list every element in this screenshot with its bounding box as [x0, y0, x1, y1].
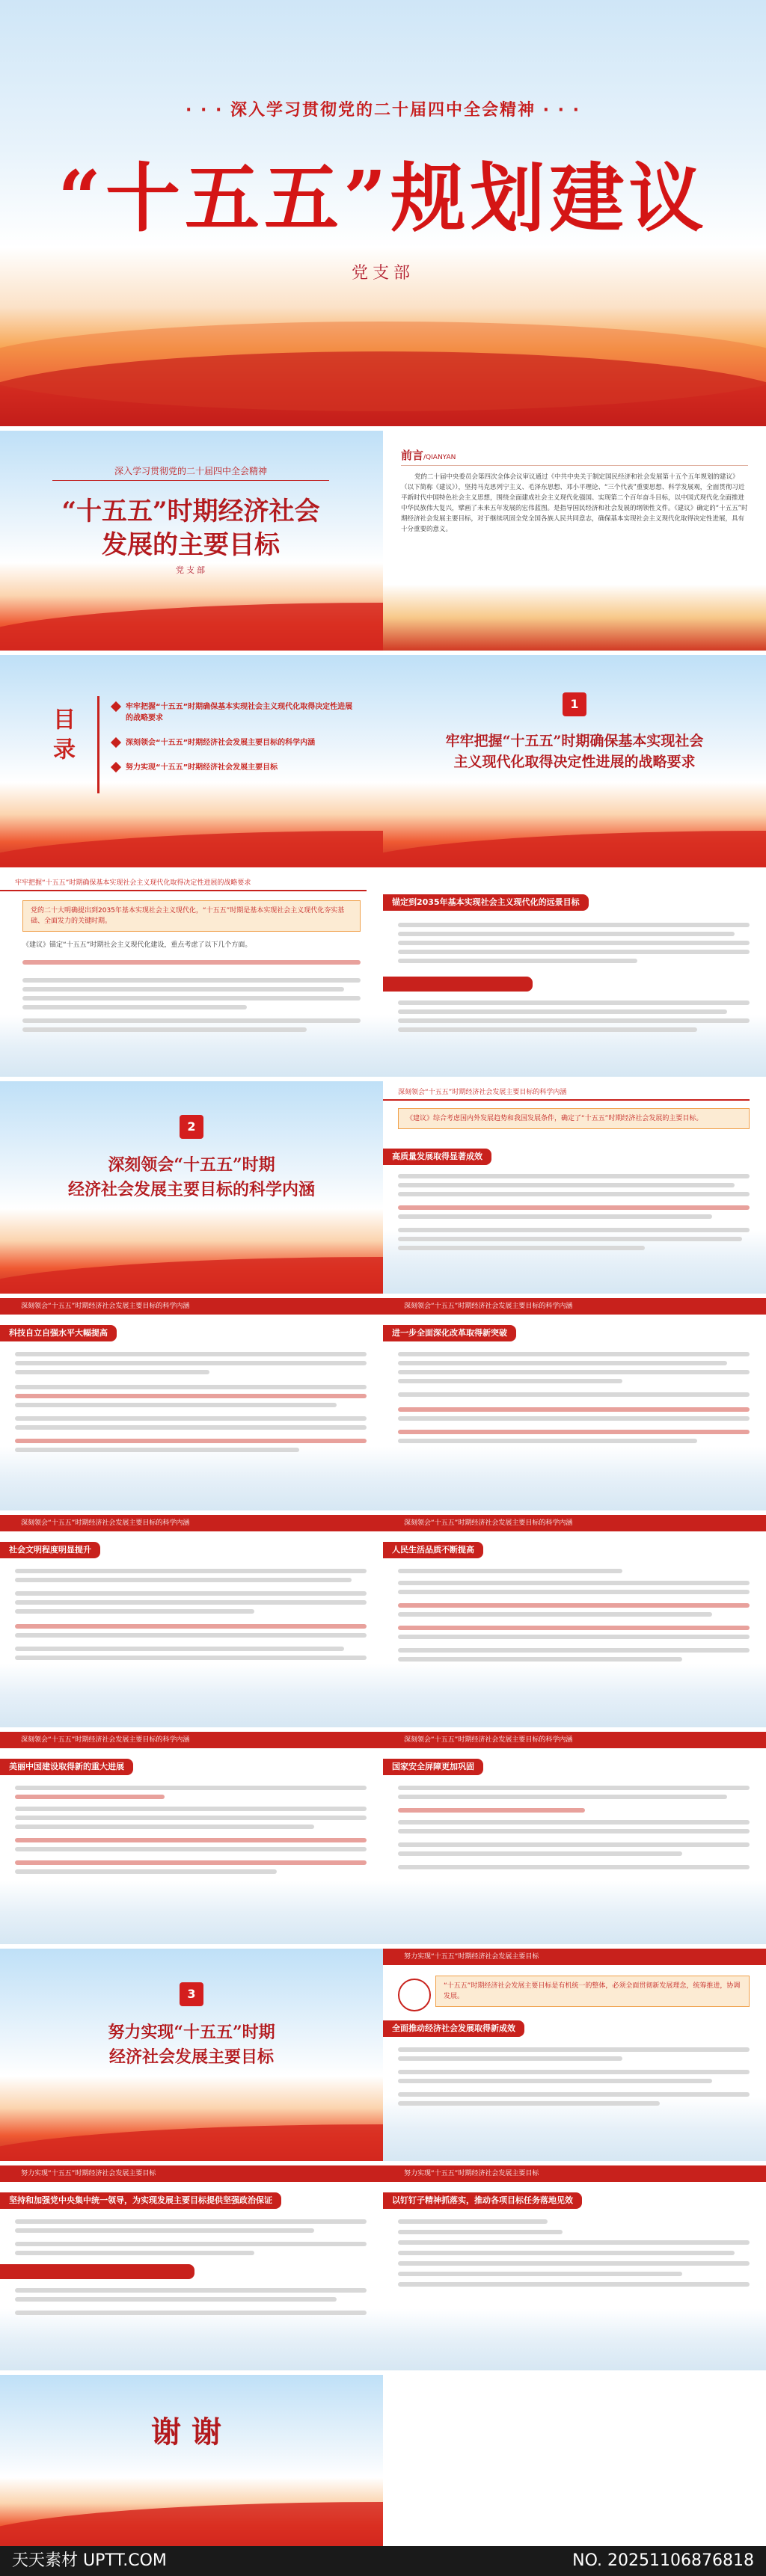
highlight-box: 《建议》综合考虑国内外发展趋势和我国发展条件，确定了“十五五”时期经济社会发展的主要目标。 [398, 1108, 750, 1129]
part1-title-1: 牢牢把握“十五五”时期确保基本实现社会 [445, 733, 704, 749]
section-tag: 坚持和加强党中央集中统一领导，为实现发展主要目标提供坚强政治保证 [0, 2192, 281, 2209]
section-tag: 科技自立自强水平大幅提高 [0, 1325, 117, 1341]
text-line [398, 1370, 750, 1374]
text-line [398, 2101, 660, 2106]
toc-rule [97, 696, 99, 793]
text-line [398, 1842, 750, 1847]
cover-subtitle: · · · 深入学习贯彻党的二十届四中全会精神 · · · [185, 101, 581, 120]
watermark-right: NO. 20251106876818 [572, 2551, 754, 2570]
part3-title-1: 努力实现“十五五”时期 [108, 2023, 275, 2042]
text-line [22, 1005, 247, 1009]
slide-preface [383, 426, 766, 651]
text-line [15, 1385, 367, 1389]
slide-part2 [0, 1077, 383, 1294]
text-line [398, 1246, 645, 1250]
part3-wave [0, 2124, 383, 2161]
diamond-icon [111, 762, 121, 772]
text-line [398, 1228, 750, 1232]
text-line [15, 1569, 367, 1573]
preface-heading-en: /QIANYAN [423, 454, 456, 461]
slide-header: 深刻领会“十五五”时期经济社会发展主要目标的科学内涵 [0, 1298, 383, 1315]
text-line [398, 1205, 750, 1210]
text-line [398, 2056, 622, 2061]
toc-item-title: 牢牢把握“十五五”时期确保基本实现社会主义现代化取得决定性进展的战略要求 [126, 703, 353, 722]
text-line [398, 1657, 682, 1662]
text-line [398, 1820, 750, 1825]
text-line [398, 1174, 750, 1178]
thanks-wave [0, 2502, 383, 2546]
text-line [15, 1609, 254, 1614]
text-line [15, 1838, 367, 1842]
section-tag-bar [383, 977, 533, 992]
slide-content [0, 867, 383, 1077]
slide-part1 [383, 651, 766, 867]
text-line [15, 2228, 314, 2233]
part2-title-2: 经济社会发展主要目标的科学内涵 [67, 1180, 315, 1199]
text-line [398, 1865, 750, 1869]
text-line [22, 996, 361, 1000]
highlight-box: “十五五”时期经济社会发展主要目标是有机统一的整体，必须全面贯彻新发展理念，统筹推进，协调发展。 [435, 1976, 750, 2007]
text-line [15, 2311, 367, 2315]
text-line [15, 1656, 367, 1660]
text-line [15, 2297, 337, 2302]
slide-content [0, 2161, 383, 2370]
diamond-icon [111, 701, 121, 712]
text-line [15, 1578, 352, 1582]
text-line [15, 1860, 367, 1865]
text-line [15, 1416, 367, 1421]
cover-org: 党支部 [351, 264, 414, 283]
text-line [398, 1237, 742, 1241]
text-line [398, 2092, 750, 2097]
intro-text: 《建议》锚定“十五五”时期社会主义现代化建设，重点考虑了以下几个方面。 [22, 941, 252, 949]
slide-header: 努力实现“十五五”时期经济社会发展主要目标 [0, 2165, 383, 2182]
slide-header: 努力实现“十五五”时期经济社会发展主要目标 [383, 2165, 766, 2182]
slide-header: 牢牢把握“十五五”时期确保基本实现社会主义现代化取得决定性进展的战略要求 [0, 876, 367, 891]
preface-heading-text: 前言 [401, 449, 424, 462]
text-line [398, 2079, 712, 2083]
text-line [398, 2261, 750, 2266]
text-line [15, 1786, 367, 1790]
text-line [22, 1018, 361, 1023]
text-line [22, 987, 344, 992]
cover-title: “十五五”规划建议 [58, 154, 708, 242]
text-line [398, 1430, 750, 1434]
text-line [15, 2288, 367, 2293]
text-line [15, 1425, 367, 1430]
slide2-kicker: 深入学习贯彻党的二十届四中全会精神 [52, 464, 329, 481]
toc-item[interactable] [112, 700, 359, 722]
text-line [398, 1009, 727, 1014]
text-line [15, 1361, 367, 1365]
text-line [15, 1403, 337, 1407]
slide-thanks [0, 2370, 383, 2546]
text-line [15, 1352, 367, 1356]
slide-header: 深刻领会“十五五”时期经济社会发展主要目标的科学内涵 [383, 1298, 766, 1315]
section-tag: 高质量发展取得显著成效 [383, 1149, 491, 1165]
text-line [398, 1379, 622, 1383]
slide-content [383, 867, 766, 1077]
preface-heading [401, 447, 456, 463]
text-line [398, 1416, 750, 1421]
text-line [15, 2219, 367, 2224]
text-line [398, 1018, 750, 1023]
slide-title-goals [0, 426, 383, 651]
text-line [398, 1603, 750, 1608]
text-line [398, 941, 750, 945]
text-line [398, 1808, 585, 1813]
text-line [398, 1439, 697, 1443]
text-line [15, 2251, 254, 2255]
text-line [398, 2240, 750, 2245]
slide-content [383, 1510, 766, 1727]
thanks-title: 谢谢 [151, 2414, 232, 2450]
section-tag: 以钉钉子精神抓落实，推动各项目标任务落地见效 [383, 2192, 582, 2209]
slide-header: 深刻领会“十五五”时期经济社会发展主要目标的科学内涵 [383, 1732, 766, 1748]
slide-part3 [0, 1944, 383, 2161]
text-line [398, 2251, 735, 2255]
toc-wave [0, 831, 383, 867]
text-line [15, 1869, 277, 1874]
text-line [398, 1581, 750, 1585]
slide-content [383, 1944, 766, 2161]
text-line [15, 1394, 367, 1398]
slide2-title-1: “十五五”时期经济社会 [61, 497, 320, 526]
text-line [22, 1027, 307, 1032]
text-line [398, 2047, 750, 2052]
text-line [398, 1829, 750, 1833]
part2-title-1: 深刻领会“十五五”时期 [108, 1155, 275, 1175]
text-line [15, 1370, 209, 1374]
section-tag: 进一步全面深化改革取得新突破 [383, 1325, 516, 1341]
text-line [398, 2219, 548, 2224]
text-line [15, 1816, 367, 1820]
text-line [15, 2242, 367, 2246]
emblem-icon [398, 1979, 431, 2011]
text-line [398, 1612, 712, 1617]
section-tag: 全面推动经济社会发展取得新成效 [383, 2020, 524, 2037]
preface-divider [401, 465, 748, 466]
slide-header: 深刻领会“十五五”时期经济社会发展主要目标的科学内涵 [0, 1732, 383, 1748]
slide2-title-2: 发展的主要目标 [102, 530, 280, 560]
text-line [398, 950, 750, 954]
part2-wave [0, 1257, 383, 1294]
text-line [22, 960, 361, 965]
text-line [398, 1569, 622, 1573]
slide-content [383, 1077, 766, 1294]
toc-list [112, 700, 359, 772]
watermark-left: 天天素材 UPTT.COM [12, 2551, 167, 2570]
text-line [15, 1847, 367, 1851]
text-line [398, 1648, 750, 1653]
text-line [22, 978, 361, 983]
text-line [398, 1183, 735, 1187]
text-line [15, 1647, 344, 1651]
text-line [398, 2272, 682, 2276]
toc-item[interactable] [112, 760, 359, 772]
part3-number: 3 [180, 1982, 203, 2006]
slide-content [383, 1727, 766, 1944]
text-line [15, 1439, 367, 1443]
part2-number: 2 [180, 1115, 203, 1139]
text-line [398, 923, 750, 927]
diamond-icon [111, 737, 121, 748]
section-tag: 国家安全屏障更加巩固 [383, 1759, 483, 1775]
text-line [398, 1635, 750, 1639]
toc-item[interactable] [112, 736, 359, 747]
text-line [15, 1795, 165, 1799]
slide-content [0, 1510, 383, 1727]
highlight-box: 党的二十大明确提出到2035年基本实现社会主义现代化，“十五五”时期是基本实现社会主义现代化夯实基础、全面发力的关键时期。 [22, 900, 361, 932]
slide-content [0, 1727, 383, 1944]
text-line [15, 1633, 367, 1638]
text-line [398, 1192, 750, 1196]
preface-body: 党的二十届中央委员会第四次全体会议审议通过《中共中央关于制定国民经济和社会发展第十五个五年规划的建议》（以下简称《建议》），坚持马克思列宁主义、毛泽东思想、邓小平理论、“三个代表”重要思想、科学发展观，全面贯彻习近平新时代中国特色社会主义思想，围绕全面建成社会主义现代化强国、实现第二个百年奋斗目标，以中国式现代化全面推进中华民族伟大复兴，擘画了未来五年发展的宏伟蓝图。是指导国民经济和社会发展的纲领性文件。《建议》确定的“十五五”时期经济社会发展主要目标，对于继续巩固全党全国各族人民共同意志，确保基本实现社会主义现代化取得决定性进展，具有十分重要的意义。 [401, 473, 748, 533]
text-line [398, 1027, 697, 1032]
slide-content [383, 2161, 766, 2370]
text-line [15, 1591, 367, 1596]
slide2-wave [0, 603, 383, 651]
slide2-org: 党支部 [176, 565, 207, 575]
text-line [398, 2230, 563, 2234]
cover-slide [0, 0, 766, 426]
slide-toc [0, 651, 383, 867]
text-line [398, 1626, 750, 1630]
part1-title-2: 主义现代化取得决定性进展的战略要求 [453, 754, 696, 770]
part3-title-2: 经济社会发展主要目标 [108, 2047, 274, 2067]
text-line [398, 932, 735, 936]
slide-header: 深刻领会“十五五”时期经济社会发展主要目标的科学内涵 [0, 1515, 383, 1531]
toc-item-title: 深刻领会“十五五”时期经济社会发展主要目标的科学内涵 [126, 739, 316, 747]
text-line [398, 2070, 750, 2074]
text-line [398, 1786, 750, 1790]
slide-content [0, 1294, 383, 1510]
text-line [398, 959, 637, 963]
text-line [398, 1361, 727, 1365]
slide-content [383, 1294, 766, 1510]
text-line [398, 1214, 712, 1219]
section-tag: 人民生活品质不断提高 [383, 1542, 483, 1558]
section-tag: 美丽中国建设取得新的重大进展 [0, 1759, 133, 1775]
text-line [398, 1851, 682, 1856]
part1-number: 1 [563, 692, 586, 716]
text-line [15, 1448, 299, 1452]
text-line [398, 1000, 750, 1005]
text-line [398, 1392, 750, 1397]
text-line [15, 1825, 314, 1829]
slide-header: 努力实现“十五五”时期经济社会发展主要目标 [383, 1949, 766, 1965]
part1-wave [383, 831, 766, 867]
toc-item-title: 努力实现“十五五”时期经济社会发展主要目标 [126, 763, 278, 772]
text-line [398, 1352, 750, 1356]
section-tag: 社会文明程度明显提升 [0, 1542, 100, 1558]
watermark-footer [0, 2546, 766, 2576]
slide-header: 深刻领会“十五五”时期经济社会发展主要目标的科学内涵 [383, 1515, 766, 1531]
text-line [398, 2282, 750, 2287]
slide-header: 深刻领会“十五五”时期经济社会发展主要目标的科学内涵 [383, 1086, 750, 1101]
toc-label: 目录 [49, 707, 75, 767]
text-line [398, 1407, 750, 1412]
section-tag: 锚定到2035年基本实现社会主义现代化的远景目标 [383, 894, 589, 911]
text-line [15, 1624, 367, 1629]
text-line [398, 1590, 750, 1594]
text-line [15, 1600, 367, 1605]
text-line [15, 1807, 367, 1811]
text-line [398, 1795, 727, 1799]
section-tag-bar [0, 2264, 194, 2279]
